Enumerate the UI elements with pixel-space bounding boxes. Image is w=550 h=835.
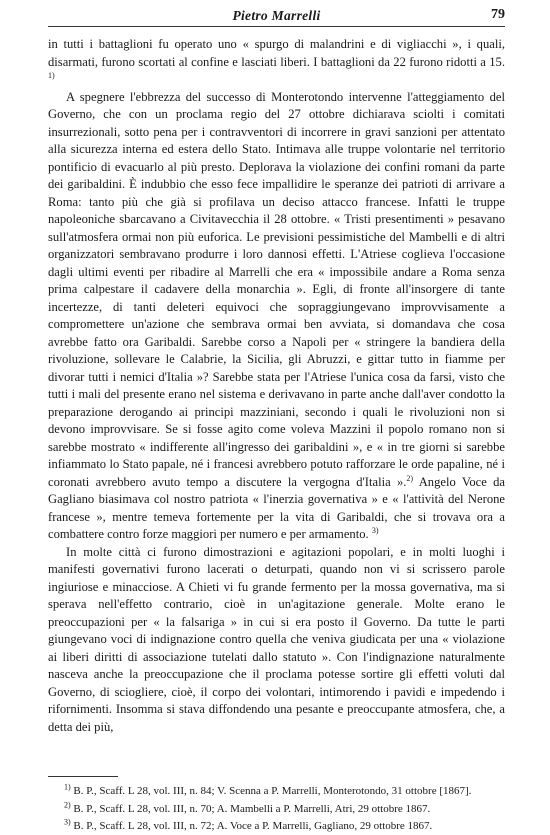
page-header [48, 4, 505, 27]
footnote-3-text: B. P., Scaff. L 28, vol. III, n. 72; A. Voce a P. Marrelli, Gagliano, 29 ottobre 1867. [73, 820, 433, 832]
footnote-2 [48, 799, 505, 818]
paragraph-3-text: In molte città ci furono dimostrazioni e agitazioni popolari, e in molti luoghi i manifesti governativi furono lacerati o deturpati, quando non vi si scrissero parole ingiuriose e minacciose. A Chieti vi fu grande fermento per la mossa governativa, ma si sperava nell'effetto contrario, cioè in un'agitazione generale. Molte erano le preoccupazioni per « la falsariga » in cui si era posto il Governo. Da tutte le parti giungevano voci di indignazione contro quella che veniva giudicata per una « violazione ai liberi diritti di associazione tutelati dallo statuto ». Con l'indignazione naturalmente nasceva anche la preoccupazione che il proclama potesse sortire gli effetti voluti dal Governo, di sciogliere, cioè, il corpo dei volontari, intimorendo i pavidi e impedendo i rifornimenti. Insomma si stava diffondendo una pesante e preoccupante atmosfera, che, a detta dei più, [48, 544, 505, 734]
footnote-3 [48, 819, 505, 835]
page-number: 79 [491, 7, 505, 22]
footnote-3-mark: 3) [64, 817, 71, 827]
footnote-2-mark: 2) [64, 799, 71, 809]
footnote-spacer [48, 736, 505, 776]
paragraph-2-text-b: Angelo Voce da Gagliano biasimava col nostro patriota « l'inerzia governativa » e « l'attività del Nerone francese », mentre temeva fortemente per la vita di Garibaldi, che si trovava ora a combattere contro forze maggiori per numero e per armamento. [48, 474, 505, 541]
footnote-1-text: B. P., Scaff. L 28, vol. III, n. 84; V. Scenna a P. Marrelli, Monterotondo, 31 ottobre [1867]. [73, 785, 472, 797]
paragraph-1 [48, 36, 505, 89]
paragraph-1-text: in tutti i battaglioni fu operato uno « spurgo di malandrini e di vigliacchi », i quali, disarmati, furono scortati al confine e lasciati liberi. I battaglioni da 22 furono ridotti a 15. [48, 37, 505, 69]
paragraph-2-text-a: A spegnere l'ebbrezza del successo di Monterotondo intervenne l'atteggiamento del Governo, che con un proclama regio del 27 ottobre dichiarava sciolti i comitati insurrezionali, sotto pena per i contravventori di incorrere in gravi sanzioni per attentato alla sicurezza interna ed estera dello Stato. Intimava alle truppe volontarie nel territorio pontificio di evacuarlo al più presto. Deplorava la violazione dei confini romani da parte dei garibaldini. È indubbio che esso fece impallidire le speranze dei patrioti di arrivare a Roma: tanto più che già si profilava un deciso attacco francese. Infatti le truppe napoleoniche sbarcavano a Civitavecchia il 28 ottobre. « Tristi presentimenti » pesavano sull'atmosfera ormai non più euforica. Le previsioni pessimistiche del Mambelli e di altri organizzatori sembravano produrre i loro dannosi effetti. L'Atriese coglieva l'occasione dagli ultimi eventi per ribadire al Marrelli che era « impossibile andare a Roma senza prima calpestare il cadavere della monarchia ». Egli, di fronte all'insorgere di tante incertezze, di tanti deleteri equivoci che sopraggiungevano improvvisamente a compromettere un'azione che sembrava ormai ben avviata, si domandava che cosa avrebbe fatto ora Garibaldi. Sarebbe corso a Napoli per « stringere la bandiera della rivoluzione, sollevare le Calabrie, la Sicilia, gli Abruzzi, e gittar tutto in fiamme per divorar tutti i nemici d'Italia »? Sarebbe stata per l'Atriese l'unica cosa da farsi, visto che tutti i mali del presente erano nel sistema e derivavano in parte anche dall'aver condotto la preparazione derogando ai principi mazziniani, secondo i quali le rivoluzioni non si devono improvvisare. Se si fosse agito come voleva Mazzini il popolo romano non si sarebbe mostrato « indifferente all'ingresso dei garibaldini », e « in tre giorni si sarebbe infiammato lo Stato papale, né i francesi avrebbero potuto rafforzare le orde papaline, né i coronati avrebbero avuto tempo a discutere la vergogna d'Italia ». [48, 89, 505, 489]
footnote-2-text: B. P., Scaff. L 28, vol. III, n. 70; A. Mambelli a P. Marrelli, Atri, 29 ottobre 1867. [73, 802, 431, 815]
paragraph-2 [48, 89, 505, 544]
footnotes [48, 784, 505, 835]
main-text [48, 36, 505, 736]
footnote-ref-3: 3) [371, 525, 379, 535]
footnote-ref-2: 2) [406, 473, 414, 483]
paragraph-3 [48, 544, 505, 737]
running-title: Pietro Marrelli [232, 8, 321, 23]
footnote-1-mark: 1) [64, 782, 71, 792]
footnote-ref-1: 1) [48, 70, 55, 80]
footnote-1 [48, 784, 505, 800]
footnote-rule [48, 776, 118, 777]
